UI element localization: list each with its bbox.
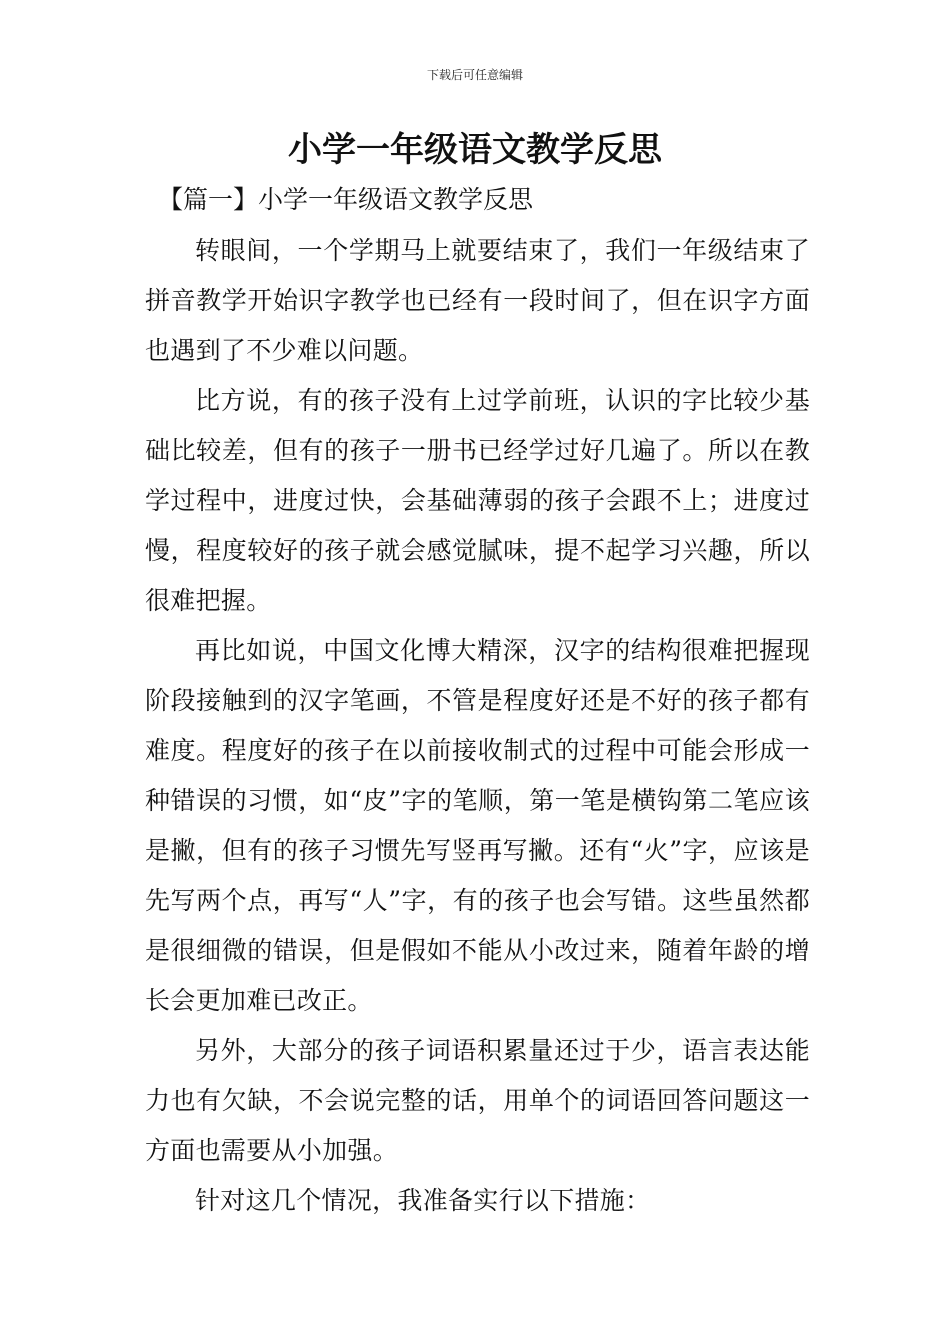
page-header-note: 下载后可任意编辑 <box>426 68 523 82</box>
section-heading: 【篇一】小学一年级语文教学反思 <box>158 185 534 214</box>
paragraph-2: 比方说，有的孩子没有上过学前班，认识的字比较少基础比较差，但有的孩子一册书已经学过好几遍了。所以在教学过程中，进度过快，会基础薄弱的孩子会跟不上；进度过慢，程度较好的孩子就会感觉腻味，提不起学习兴趣，所以很难把握。 <box>145 386 810 615</box>
paragraph-5: 针对这几个情况，我准备实行以下措施： <box>195 1186 651 1215</box>
document-title: 小学一年级语文教学反思 <box>288 130 662 170</box>
paragraph-1: 转眼间，一个学期马上就要结束了，我们一年级结束了拼音教学开始识字教学也已经有一段时间了，但在识字方面也遇到了不少难以问题。 <box>145 236 810 365</box>
paragraph-4: 另外，大部分的孩子词语积累量还过于少，语言表达能力也有欠缺，不会说完整的话，用单个的词语回答问题这一方面也需要从小加强。 <box>145 1036 810 1165</box>
document-body <box>145 226 810 1226</box>
paragraph-3: 再比如说，中国文化博大精深，汉字的结构很难把握现阶段接触到的汉字笔画，不管是程度好还是不好的孩子都有难度。程度好的孩子在以前接收制式的过程中可能会形成一种错误的习惯，如“皮”字的笔顺，第一笔是横钩第二笔应该是撇，但有的孩子习惯先写竖再写撇。还有“火”字，应该是先写两个点，再写“人”字，有的孩子也会写错。这些虽然都是很细微的错误，但是假如不能从小改过来，随着年龄的增长会更加难已改正。 <box>145 636 810 1015</box>
